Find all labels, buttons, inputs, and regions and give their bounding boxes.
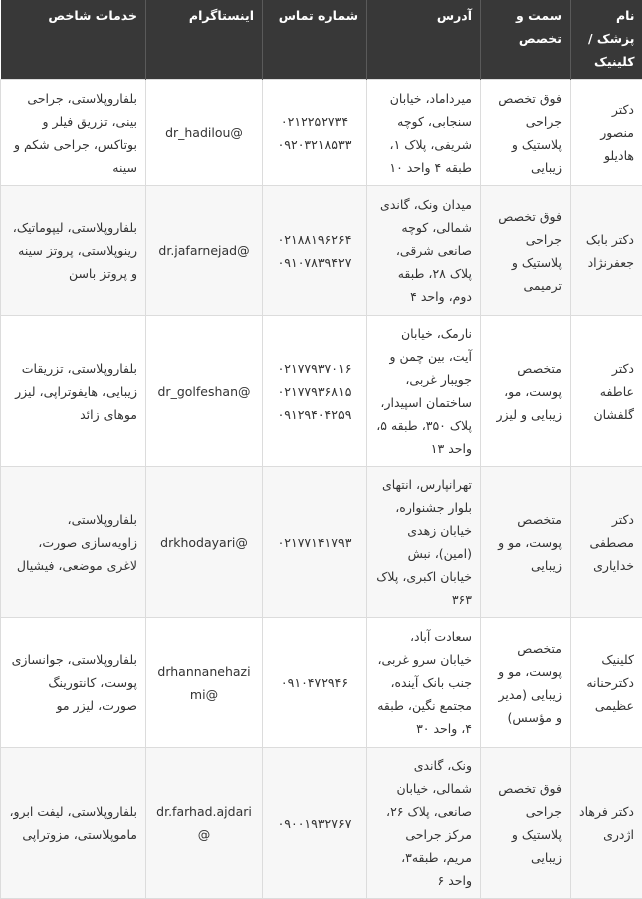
cell-address: میرداماد، خیابان سنجابی، کوچه شریفی، پلاک ۱، طبقه ۴ واحد ۱۰ xyxy=(367,80,481,186)
cell-specialty: متخصص پوست، مو و زیبایی (مدیر و مؤسس) xyxy=(481,618,571,748)
cell-services: بلفاروپلاستی، تزریقات زیبایی، هایفوتراپی، لیزر موهای زائد xyxy=(1,316,146,467)
cell-phone xyxy=(263,186,367,316)
cell-specialty: فوق تخصص جراحی پلاستیک و زیبایی xyxy=(481,748,571,899)
cell-address: ونک، گاندی شمالی، خیابان صانعی، پلاک ۲۶، مرکز جراحی مریم، طبقه۳، واحد ۶ xyxy=(367,748,481,899)
phone-number: ۰۲۱۷۷۹۳۶۸۱۵ xyxy=(271,380,358,403)
cell-instagram: drhannanehazimi@ xyxy=(146,618,263,748)
cell-services: بلفاروپلاستی، لیپوماتیک، رینوپلاستی، پروتز سینه و پروتز باسن xyxy=(1,186,146,316)
table-row xyxy=(1,618,642,748)
cell-phone xyxy=(263,316,367,467)
cell-instagram: dr_hadilou@ xyxy=(146,80,263,186)
cell-phone xyxy=(263,80,367,186)
cell-instagram: dr.farhad.ajdari@ xyxy=(146,748,263,899)
cell-services: بلفاروپلاستی، جراحی بینی، تزریق فیلر و بوتاکس، جراحی شکم و سینه xyxy=(1,80,146,186)
phone-number: ۰۹۱۰۴۷۲۹۴۶ xyxy=(271,671,358,694)
cell-address: نارمک، خیابان آیت، بین چمن و جویبار غربی، ساختمان اسپیدار، پلاک ۳۵۰، طبقه ۵، واحد ۱۳ xyxy=(367,316,481,467)
phone-number: ۰۹۲۰۳۲۱۸۵۳۳ xyxy=(271,133,358,156)
cell-address: میدان ونک، گاندی شمالی، کوچه صانعی شرقی، پلاک ۲۸، طبقه دوم، واحد ۴ xyxy=(367,186,481,316)
header-phone: شماره تماس xyxy=(263,0,367,80)
cell-specialty: متخصص پوست، مو و زیبایی xyxy=(481,467,571,618)
cell-phone xyxy=(263,618,367,748)
cell-name: دکتر منصور هادیلو xyxy=(571,80,642,186)
header-address: آدرس xyxy=(367,0,481,80)
cell-instagram: dr_golfeshan@ xyxy=(146,316,263,467)
cell-address: تهرانپارس، انتهای بلوار جشنواره، خیابان زهدی (امین)، نبش خیابان اکبری، پلاک ۳۶۳ xyxy=(367,467,481,618)
phone-number: ۰۹۱۰۷۸۳۹۴۲۷ xyxy=(271,251,358,274)
phone-number: ۰۲۱۷۷۹۳۷۰۱۶ xyxy=(271,357,358,380)
cell-instagram: dr.jafarnejad@ xyxy=(146,186,263,316)
header-instagram: اینستاگرام xyxy=(146,0,263,80)
cell-address: سعادت آباد، خیابان سرو غربی، جنب بانک آینده، مجتمع نگین، طبقه ۴، واحد ۳۰ xyxy=(367,618,481,748)
cell-name: دکتر فرهاد اژدری xyxy=(571,748,642,899)
cell-phone xyxy=(263,748,367,899)
phone-number: ۰۹۱۲۹۴۰۴۲۵۹ xyxy=(271,403,358,426)
cell-phone xyxy=(263,467,367,618)
cell-name: دکتر بابک جعفرنژاد xyxy=(571,186,642,316)
cell-services: بلفاروپلاستی، زاویه‌سازی صورت، لاغری موضعی، فیشیال xyxy=(1,467,146,618)
table-row xyxy=(1,316,642,467)
cell-services: بلفاروپلاستی، جوانسازی پوست، کانتورینگ صورت، لیزر مو xyxy=(1,618,146,748)
cell-specialty: فوق تخصص جراحی پلاستیک و ترمیمی xyxy=(481,186,571,316)
table-row xyxy=(1,80,642,186)
cell-specialty: فوق تخصص جراحی پلاستیک و زیبایی xyxy=(481,80,571,186)
header-name: نام پزشک / کلینیک xyxy=(571,0,642,80)
table-row xyxy=(1,467,642,618)
phone-number: ۰۹۰۰۱۹۳۲۷۶۷ xyxy=(271,812,358,835)
phone-number: ۰۲۱۷۷۱۴۱۷۹۳ xyxy=(271,531,358,554)
phone-number: ۰۲۱۲۲۵۲۷۳۴ xyxy=(271,110,358,133)
cell-name: دکتر مصطفی خدایاری xyxy=(571,467,642,618)
header-services: خدمات شاخص xyxy=(1,0,146,80)
cell-instagram: drkhodayari@ xyxy=(146,467,263,618)
cell-specialty: متخصص پوست، مو، زیبایی و لیزر xyxy=(481,316,571,467)
cell-services: بلفاروپلاستی، لیفت ابرو، ماموپلاستی، مزوتراپی xyxy=(1,748,146,899)
table-row xyxy=(1,748,642,899)
cell-name: دکتر عاطفه گلفشان xyxy=(571,316,642,467)
cell-name: کلینیک دکترحنانه عظیمی xyxy=(571,618,642,748)
table-row xyxy=(1,186,642,316)
table-header-row xyxy=(1,0,642,80)
phone-number: ۰۲۱۸۸۱۹۶۲۶۴ xyxy=(271,228,358,251)
header-specialty: سمت و تخصص xyxy=(481,0,571,80)
